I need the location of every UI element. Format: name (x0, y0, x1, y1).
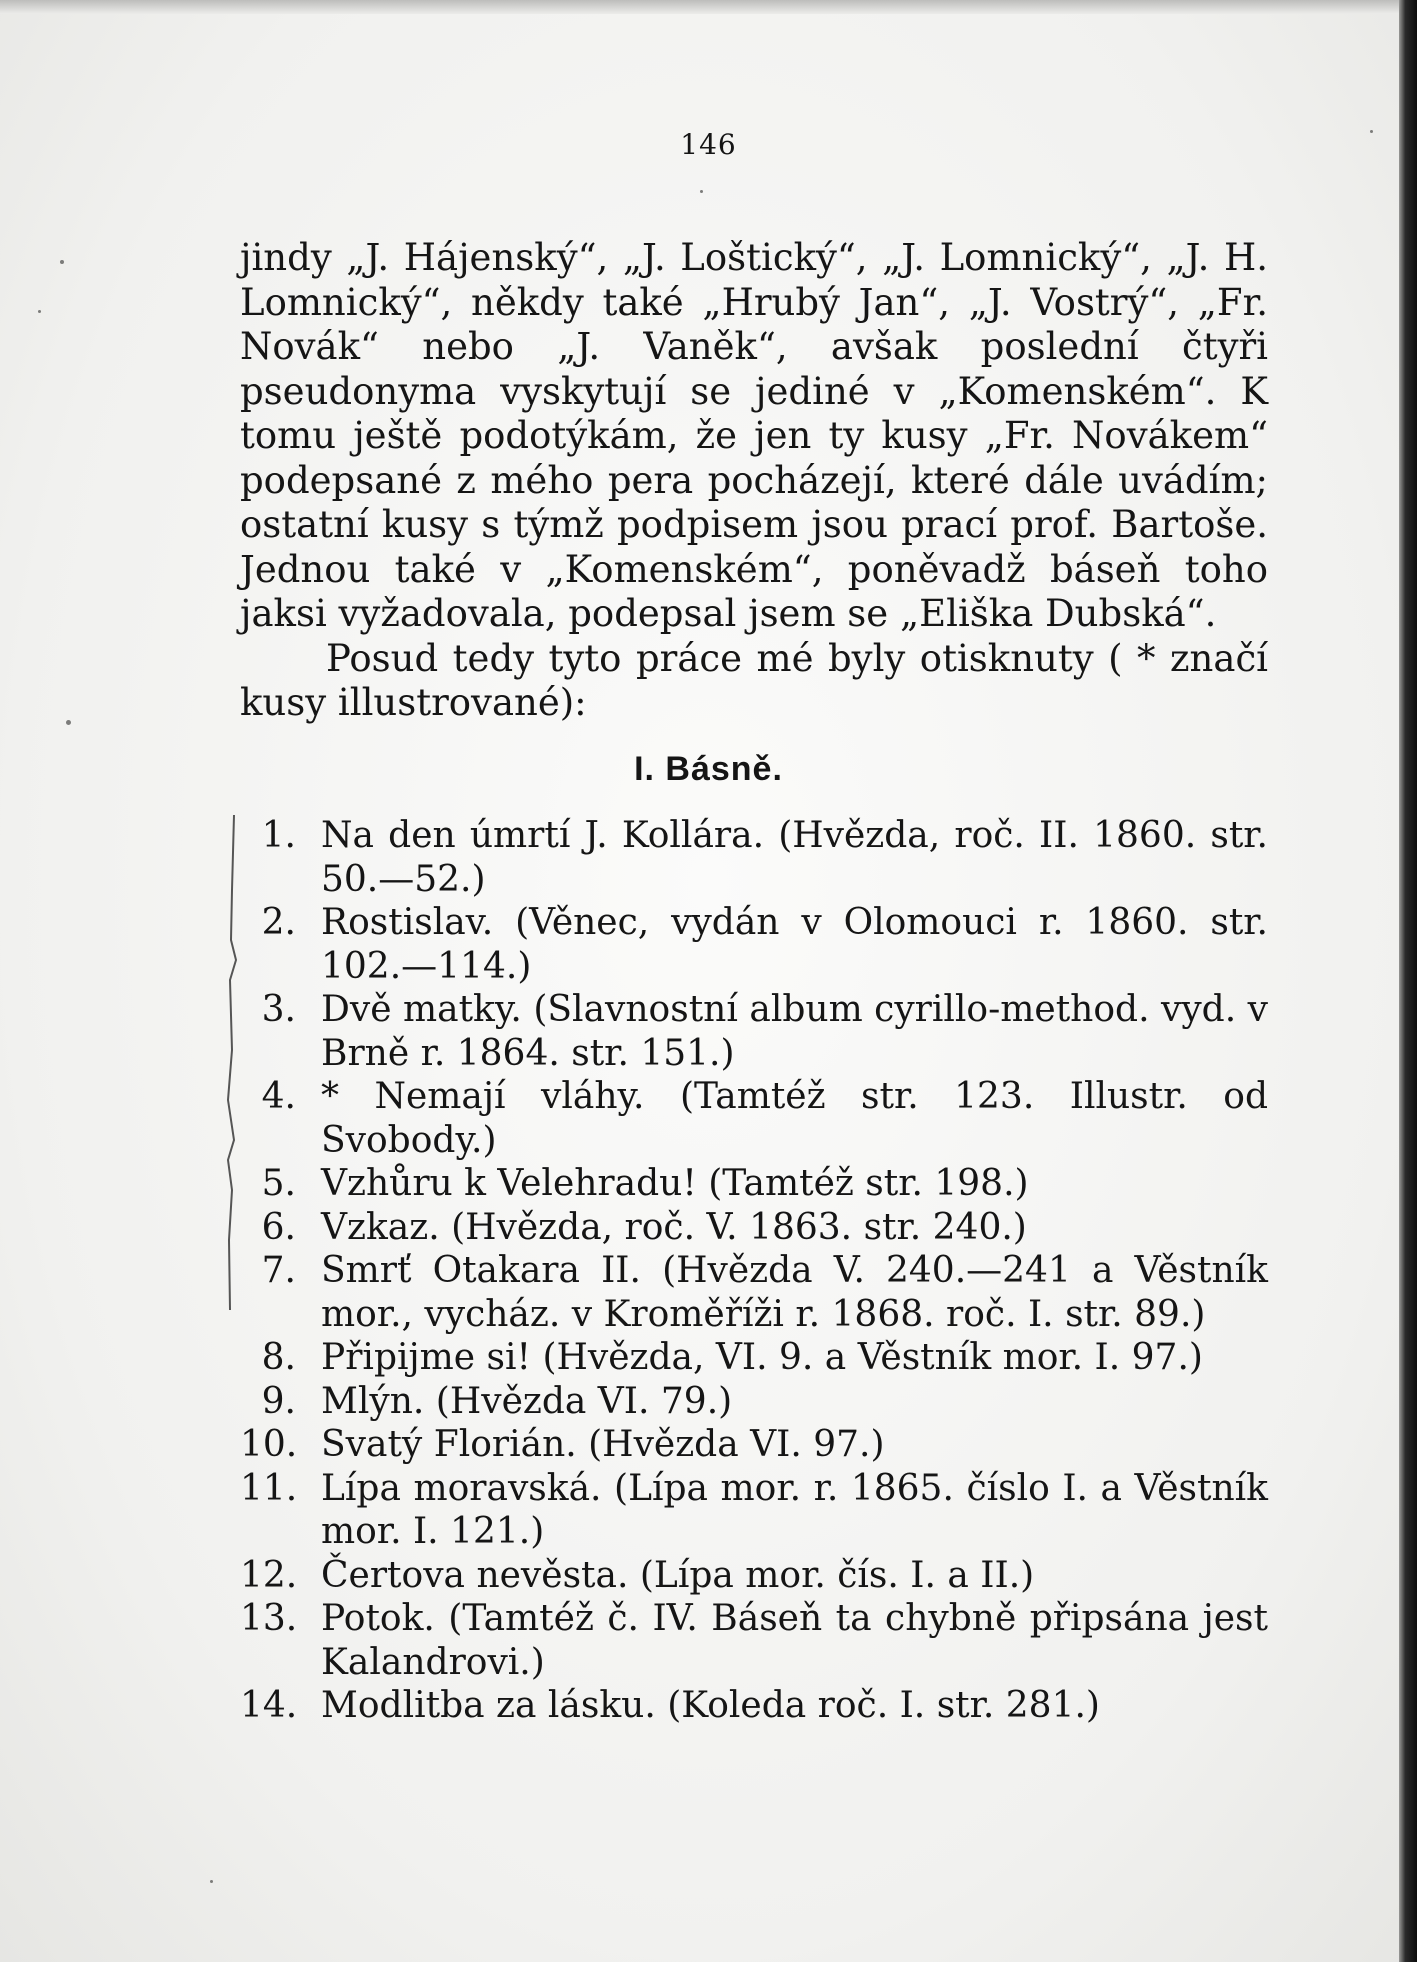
poem-number: 1. (261, 815, 296, 856)
scan-speck (700, 190, 703, 193)
poem-number: 10. (240, 1424, 298, 1465)
list-item (240, 1597, 1268, 1684)
poem-entry: Vzkaz. (Hvězda, roč. V. 1863. str. 240.) (321, 1206, 1027, 1248)
poem-number: 3. (261, 989, 296, 1030)
section-heading: I. Básně. (634, 750, 783, 788)
poem-entry: * Nemají vláhy. (Tamtéž str. 123. Illustr. od Svobody.) (321, 1076, 1268, 1161)
poem-number: 6. (261, 1206, 296, 1248)
poem-number: 5. (261, 1163, 296, 1204)
list-item (240, 814, 1268, 901)
poem-entry: Rostislav. (Věnec, vydán v Olomouci r. 1860. str. 102.—114.) (321, 902, 1268, 987)
poem-entry: Smrť Otakara II. (Hvězda V. 240.—241 a Věstník mor., vycház. v Kroměříži r. 1868. roč. I. str. 89.) (321, 1250, 1268, 1335)
list-item (240, 1336, 1268, 1380)
scan-speck (60, 260, 64, 264)
paragraph-pseudonyms: jindy „J. Hájenský“, „J. Loštický“, „J. Lomnický“, „J. H. Lomnický“, někdy také „Hrubý Jan“, „J. Vostrý“, „Fr. Novák“ nebo „J. Vaněk“, avšak poslední čtyři pseudonyma vyskytují se jediné v „Komenském“. K tomu ještě podotýkám, že jen ty kusy „Fr. Novákem“ podepsané z mého pera pocházejí, které dále uvádím; ostatní kusy s týmž podpisem jsou prací prof. Bartoše. Jednou také v „Komenském“, poněvadž báseň toho jaksi vyžadovala, podepsal jsem se „Eliška Dubská“. (240, 236, 1268, 635)
poem-entry: Vzhůru k Velehradu! (Tamtéž str. 198.) (321, 1163, 1029, 1204)
paragraph-list-intro: Posud tedy tyto práce mé byly otisknuty ( * značí kusy illustrované): (240, 636, 1268, 724)
poem-number: 2. (261, 902, 296, 943)
list-item (240, 901, 1268, 988)
list-item (240, 1467, 1268, 1554)
poem-entry: Připijme si! (Hvězda, VI. 9. a Věstník mor. I. 97.) (321, 1337, 1203, 1378)
list-item (240, 1206, 1268, 1250)
poem-number: 4. (261, 1076, 296, 1117)
poem-list (240, 814, 1268, 1728)
list-item (240, 988, 1268, 1075)
scan-speck (66, 720, 71, 725)
poem-number: 14. (240, 1685, 298, 1726)
body-text (240, 236, 1268, 726)
poem-entry: Dvě matky. (Slavnostní album cyrillo-method. vyd. v Brně r. 1864. str. 151.) (321, 989, 1268, 1074)
poem-entry: Potok. (Tamtéž č. IV. Báseň ta chybně připsána jest Kalandrovi.) (321, 1598, 1268, 1683)
poem-number: 7. (261, 1250, 296, 1291)
scan-speck (38, 310, 41, 313)
list-item (240, 1162, 1268, 1206)
poem-number: 13. (240, 1598, 298, 1639)
poem-entry: Svatý Florián. (Hvězda VI. 97.) (321, 1424, 885, 1465)
list-item (240, 1423, 1268, 1467)
list-item (240, 1554, 1268, 1598)
list-item (240, 1249, 1268, 1336)
poem-entry: Mlýn. (Hvězda VI. 79.) (321, 1380, 733, 1422)
poem-number: 8. (261, 1337, 296, 1378)
page-top-edge (0, 0, 1417, 14)
list-item (240, 1380, 1268, 1424)
scan-speck (210, 1880, 213, 1883)
poem-entry: Modlitba za lásku. (Koleda roč. I. str. 281.) (321, 1685, 1100, 1726)
page-number: 146 (680, 128, 737, 161)
poem-number: 9. (261, 1380, 296, 1422)
list-item (240, 1075, 1268, 1162)
poem-number: 11. (240, 1467, 298, 1509)
poem-entry: Lípa moravská. (Lípa mor. r. 1865. číslo I. a Věstník mor. I. 121.) (321, 1467, 1268, 1552)
page-binding-edge (1399, 0, 1417, 1962)
poem-entry: Na den úmrtí J. Kollára. (Hvězda, roč. II. 1860. str. 50.—52.) (321, 815, 1268, 900)
list-item (240, 1684, 1268, 1728)
poem-entry: Čertova nevěsta. (Lípa mor. čís. I. a II.) (321, 1554, 1035, 1596)
poem-number: 12. (240, 1554, 298, 1596)
